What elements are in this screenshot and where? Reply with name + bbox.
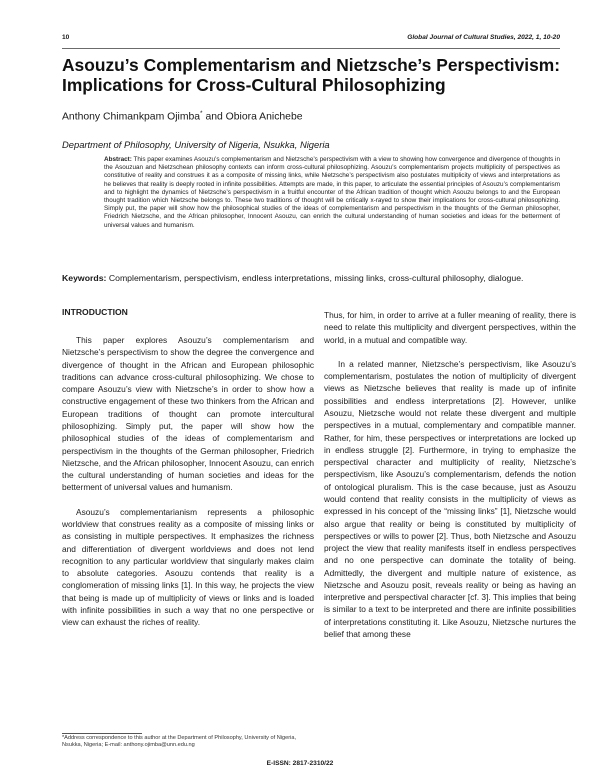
- paragraph: In a related manner, Nietzsche’s perspectivism, like Asouzu’s complementarism, postulates the notion of multiplicity of divergent views as Nietzsche believes that reality is made up of infinite possibilities and endless interpretations [2]. However, unlike Asouzu, Nietzsche would not relate these divergent and multiple perspectives in a mutual, complementary and compatible manner. Rather, for him, these perspectives or interpretations are locked up in endless struggle [2]. Furthermore, in trying to emphasize the perspectival character and multiplicity of reality, Nietzsche’s perspectivism, like Asouzu’s complementarism, defends the notion of ontological pluralism. This is the case because, just as Asouzu would contend that reality consists in the multiplicity of views as expressed in his concept of the “missing links” [1], Nietzsche would also argue that reality or being is constituted by multiplicity of perspectives or wills to power [2]. Thus, both Nietzsche and Asouzu project the view that reality manifests itself in endless perspectives and no one perspective can dominate the totality of being. Admittedly, the divergent and multiple nature of existence, as Nietzsche and Asouzu posit, reveals reality or being as having an interpretive and perspectival character [cf. 3]. This implies that being is similar to a text to be interpreted and there are infinite possibilities of interpretations constituting it. Like Asouzu, Nietzsche nurtures the belief that among these: [324, 358, 576, 640]
- issn: E-ISSN: 2817-2310/22: [266, 760, 334, 767]
- correspondence-footnote: *Address correspondence to this author at the Department of Philosophy, University of Nigeria, Nsukka, Nigeria; E-mail: anthony.ojimba@unn.edu.ng: [62, 735, 297, 749]
- paragraph: Asouzu’s complementarianism represents a philosophic worldview that construes reality as a composite of missing links or as consisting in multiple perspectives. It emphasizes the richness and differentiation of divergent worldviews and does not lend recognition to any particular worldview that singularly makes claim to absolute categories. Asouzu contends that reality is a conglomeration of missing links [1]. In this way, he projects the view that being is made up of multiplicity of views or links and is loaded with infinite possibilities in such a way that no one perspective or view can exhaust the riches of reality.: [62, 506, 314, 628]
- running-header: [62, 34, 560, 49]
- author-rest: and Obiora Anichebe: [202, 111, 303, 123]
- paper-title: [62, 55, 560, 95]
- abstract: [104, 156, 560, 230]
- affiliation: Department of Philosophy, University of Nigeria, Nsukka, Nigeria: [62, 139, 330, 150]
- journal-citation: Global Journal of Cultural Studies, 2022, 1, 10-20: [407, 34, 560, 41]
- section-heading-introduction: INTRODUCTION: [62, 307, 128, 317]
- keywords: [62, 273, 560, 284]
- title-line-1: Asouzu’s Complementarism and Nietzsche’s Perspectivism:: [62, 55, 560, 75]
- paragraph: This paper explores Asouzu’s complementarism and Nietzsche’s perspectivism to show the degree the convergence and divergence of thought in the African and European philosophic traditions can advance cross-cultural philosophizing. We chose to compare Asouzu’s view with Nietzsche’s in order to show how a constructive engagement of these two thinkers from the African and European traditions of thought can promote intercultural philosophizing. Simply put, the paper will show how the philosophical studies of the ideas of complementarism and perspectivism in the thoughts of the German philosopher, Friedrich Nietzsche, and the African philosopher, Innocent Asouzu, can enrich the cultural understanding of human societies and ideas for the betterment of universal values and humanism.: [62, 335, 314, 493]
- title-line-2: Implications for Cross-Cultural Philosophizing: [62, 75, 446, 95]
- keywords-label: Keywords:: [62, 273, 107, 283]
- paragraph: Thus, for him, in order to arrive at a fuller meaning of reality, there is need to relate this multiplicity and divergent perspectives, within the world, in a mutual and compatible way.: [324, 310, 576, 345]
- abstract-label: Abstract:: [104, 156, 132, 163]
- corresponding-author-mark: *: [200, 110, 203, 117]
- footnote-divider: [62, 733, 142, 734]
- abstract-text: This paper examines Asouzu’s complementarism and Nietzsche’s perspectivism with a view to showing how convergence and divergence of thoughts in the Asouzuan and Nietzschean philosophy contexts can inform cross-cultural philosophizing. Asouzu’s complementarism projects multiplicity of perspectives as constitutive of reality and construes it as a composite of missing links, while Nietzsche’s perspectivism also postulates multiplicity of views and interpretations as he believes that reality is deeply rooted in infinite possibilities. Attempts are made, in this paper, to articulate the essential principles of Asouzu’s complementarism and to highlight the dynamics of Nietzsche’s perspectivism in a fruitful encounter of the African tradition of thought which Asouzu belongs to and the European thought tradition which Nietzsche belongs to. These two traditions of thought will be critically x-rayed to show their implications for cross-cultural philosophizing. Simply put, the paper will show how the philosophical studies of the ideas of complementarism and perspectivism in the thoughts of the German philosopher, Friedrich Nietzsche, and the African philosopher, Innocent Asouzu, can enrich the cultural understanding of human societies and ideas for the betterment of universal values and humanism.: [104, 156, 560, 229]
- body-column-left: [62, 307, 314, 628]
- page-number: 10: [62, 34, 70, 41]
- keywords-text: Complementarism, perspectivism, endless interpretations, missing links, cross-cultural philosophy, dialogue.: [106, 273, 524, 283]
- author-first: Anthony Chimankpam Ojimba: [62, 111, 201, 123]
- body-column-right: [324, 309, 576, 640]
- author-list: [62, 110, 303, 122]
